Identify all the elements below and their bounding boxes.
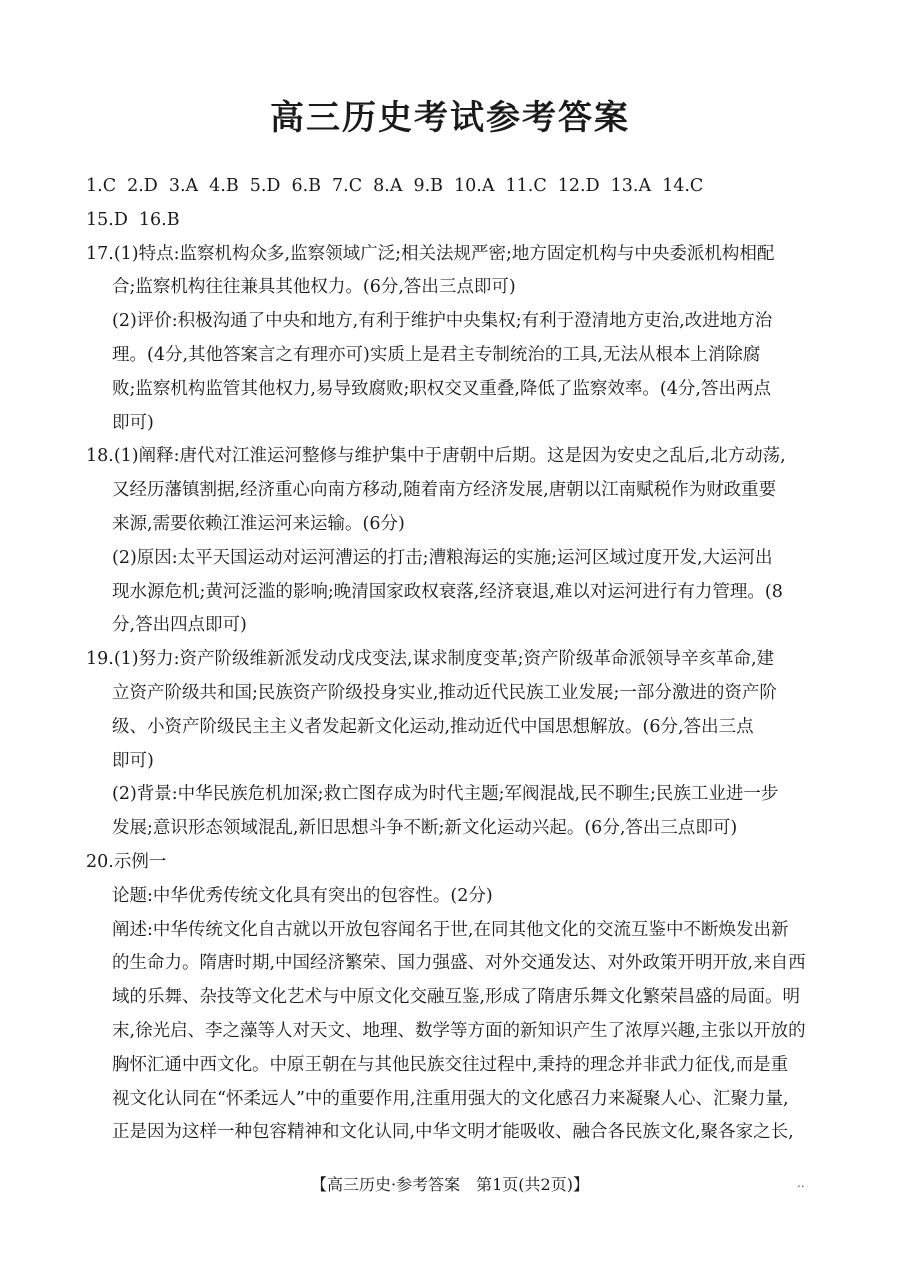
text-line: 论题:中华优秀传统文化具有突出的包容性。(2分) xyxy=(112,885,493,906)
text-line: 域的乐舞、杂技等文化艺术与中原文化交融互鉴,形成了隋唐乐舞文化繁荣昌盛的局面。明 xyxy=(112,987,801,1008)
text-line: 理。(4分,其他答案言之有理亦可)实质上是君主专制统治的工具,无法从根本上消除腐 xyxy=(112,344,761,365)
text-line: 胸怀汇通中西文化。中原王朝在与其他民族交往过程中,秉持的理念并非武力征伐,而是重 xyxy=(112,1054,789,1075)
text-line: 18.(1)阐释:唐代对江淮运河整修与维护集中于唐朝中后期。这是因为安史之乱后,北方动荡, xyxy=(86,446,786,467)
text-line: 19.(1)努力:资产阶级维新派发动戊戌变法,谋求制度变革;资产阶级革命派领导辛亥革命,建 xyxy=(86,649,775,670)
choice-answer: 2.D xyxy=(127,176,158,196)
choice-answer: 16.B xyxy=(138,209,180,230)
choice-answer: 12.D xyxy=(557,176,600,196)
text-line: 阐述:中华传统文化自古就以开放包容闻名于世,在同其他文化的交流互鉴中不断焕发出新 xyxy=(112,919,789,940)
text-line: 又经历藩镇割据,经济重心向南方移动,随着南方经济发展,唐朝以江南赋税作为财政重要 xyxy=(112,480,777,501)
text-line: 发展;意识形态领域混乱,新旧思想斗争不断;新文化运动兴起。(6分,答出三点即可) xyxy=(112,818,738,839)
text-line: (2)原因:太平天国运动对运河漕运的打击;漕粮海运的实施;运河区域过度开发,大运河出 xyxy=(112,547,773,568)
choice-answer: 5.D xyxy=(249,176,281,196)
text-line: 视文化认同在“怀柔远人”中的重要作用,注重用强大的文化感召力来凝聚人心、汇聚力量, xyxy=(112,1088,789,1109)
corner-mark: .. xyxy=(797,1176,805,1190)
choice-answer: 11.C xyxy=(505,176,547,196)
question-19 xyxy=(86,643,816,846)
text-line: (2)背景:中华民族危机加深;救亡图存成为时代主题;军阀混战,民不聊生;民族工业进一步 xyxy=(112,784,779,805)
text-line: 现水源危机;黄河泛滥的影响;晚清国家政权衰落,经济衰退,难以对运河进行有力管理。(8 xyxy=(112,581,783,602)
choice-answer: 8.A xyxy=(373,176,403,196)
page-footer: 【高三历史·参考答案 第1页(共2页)】 xyxy=(311,1175,589,1194)
answer-content xyxy=(86,170,816,1150)
choice-answer: 4.B xyxy=(209,176,239,196)
question-17 xyxy=(86,238,816,441)
page-title: 高三历史考试参考答案 xyxy=(270,98,630,138)
text-line: (2)评价:积极沟通了中央和地方,有利于维护中央集权;有利于澄清地方吏治,改进地方治 xyxy=(112,311,773,332)
choice-answer: 1.C xyxy=(86,176,117,196)
text-line: 合;监察机构往往兼具其他权力。(6分,答出三点即可) xyxy=(112,277,516,298)
text-line: 分,答出四点即可) xyxy=(112,615,247,636)
text-line: 立资产阶级共和国;民族资产阶级投身实业,推动近代民族工业发展;一部分激进的资产阶 xyxy=(112,682,777,703)
choice-answer: 6.B xyxy=(291,176,322,196)
text-line: 20.示例一 xyxy=(86,851,167,872)
choice-answer: 9.B xyxy=(413,176,444,196)
text-line: 的生命力。隋唐时期,中国经济繁荣、国力强盛、对外交通发达、对外政策开明开放,来自西 xyxy=(112,953,806,974)
text-line: 来源,需要依赖江淮运河来运输。(6分) xyxy=(112,513,405,534)
choice-answer: 15.D xyxy=(86,209,128,230)
text-line: 即可) xyxy=(112,750,154,771)
text-line: 正是因为这样一种包容精神和文化认同,中华文明才能吸收、融合各民族文化,聚各家之长, xyxy=(112,1122,794,1143)
text-line: 17.(1)特点:监察机构众多,监察领域广泛;相关法规严密;地方固定机构与中央委派机构相配 xyxy=(86,243,775,264)
text-line: 级、小资产阶级民主主义者发起新文化运动,推动近代中国思想解放。(6分,答出三点 xyxy=(112,716,754,737)
choice-answer: 10.A xyxy=(454,176,495,196)
question-20 xyxy=(86,846,816,1150)
choice-answers-row-1 xyxy=(86,170,816,204)
choice-answer: 3.A xyxy=(168,176,199,196)
choice-answers-row-2 xyxy=(86,204,816,238)
choice-answer: 7.C xyxy=(332,176,363,196)
text-line: 末,徐光启、李之藻等人对天文、地理、数学等方面的新知识产生了浓厚兴趣,主张以开放的 xyxy=(112,1020,806,1041)
choice-answer: 14.C xyxy=(662,176,704,196)
text-line: 败;监察机构监管其他权力,易导致腐败;职权交叉重叠,降低了监察效率。(4分,答出两点 xyxy=(112,378,771,399)
question-18 xyxy=(86,440,816,643)
text-line: 即可) xyxy=(112,412,154,433)
choice-answer: 13.A xyxy=(610,176,652,196)
